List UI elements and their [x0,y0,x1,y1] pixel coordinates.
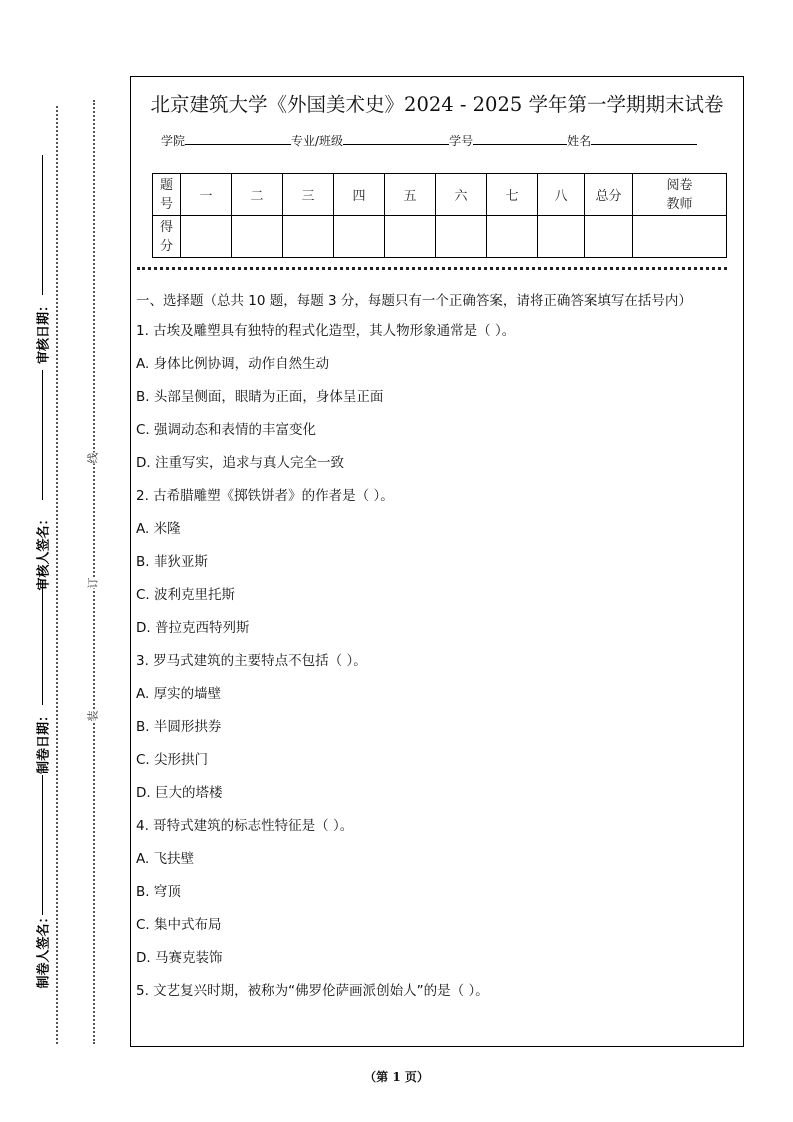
col-header-total: 总分 [585,174,633,216]
score-cell-8[interactable] [538,216,585,258]
col-header-grader [633,174,727,216]
exam-title: 北京建筑大学《外国美术史》2024 - 2025 学年第一学期期末试卷 [150,93,724,116]
question-stem: 2. 古希腊雕塑《掷铁饼者》的作者是（ ）。 [136,488,394,504]
header-separator [137,267,727,270]
name-field[interactable] [591,132,697,145]
student-id-field[interactable] [473,132,567,145]
option: B. 半圆形拱券 [136,719,222,735]
page-number: （第 1 页） [364,1070,429,1084]
binding-word-bind: 订 [83,578,103,589]
score-table-header-row [153,174,727,216]
option: C. 强调动态和表情的丰富变化 [136,422,317,438]
binding-dotted-line-left [56,106,58,1044]
binding-word-seal: 装 [83,711,103,722]
option: A. 身体比例协调，动作自然生动 [136,356,330,372]
option: C. 尖形拱门 [136,752,209,768]
question-stem: 5. 文艺复兴时期，被称为“佛罗伦萨画派创始人”的是（ ）。 [136,983,489,999]
option: D. 马赛克装饰 [136,950,223,966]
student-id-label: 学号 [449,134,474,148]
reviewer-signature-line [42,370,43,500]
score-cell-grader[interactable] [633,216,727,258]
col-header-2: 二 [232,174,283,216]
score-row-header [153,216,181,258]
binding-dotted-line-right [93,100,95,1044]
option: D. 普拉克西特列斯 [136,620,250,636]
option: D. 注重写实，追求与真人完全一致 [136,455,344,471]
col-header-grader-text: 阅卷教师 [666,177,693,212]
exam-maker-signature-label: 制卷人签名： [36,910,52,989]
binding-word-line: 线 [83,453,103,464]
col-header-4: 四 [334,174,385,216]
col-header-3: 三 [283,174,334,216]
exam-date-label: 制卷日期： [36,709,52,775]
option: C. 集中式布局 [136,917,222,933]
score-cell-7[interactable] [487,216,538,258]
score-row-header-text: 得分 [159,219,173,254]
reviewer-signature-label: 审核人签名： [36,512,52,591]
review-date-label: 审核日期： [36,299,52,365]
option: A. 米隆 [136,521,181,537]
question-number-header-text: 题号 [159,177,173,212]
score-table [152,173,727,258]
question-stem: 3. 罗马式建筑的主要特点不包括（ ）。 [136,653,367,669]
exam-body [136,290,736,1014]
score-cell-total[interactable] [585,216,633,258]
exam-maker-signature-line [42,775,43,915]
score-cell-6[interactable] [436,216,487,258]
student-info-line [161,132,697,149]
score-cell-3[interactable] [283,216,334,258]
col-header-7: 七 [487,174,538,216]
question-stem: 4. 哥特式建筑的标志性特征是（ ）。 [136,818,354,834]
option: D. 巨大的塔楼 [136,785,223,801]
col-header-1: 一 [181,174,232,216]
score-cell-5[interactable] [385,216,436,258]
option: A. 飞扶壁 [136,851,195,867]
section-heading: 一、选择题（总共 10 题，每题 3 分，每题只有一个正确答案，请将正确答案填写在括号内） [136,293,692,309]
name-label: 姓名 [567,134,592,148]
col-header-6: 六 [436,174,487,216]
exam-frame [130,76,744,1047]
col-header-5: 五 [385,174,436,216]
review-date-line [42,155,43,295]
college-field[interactable] [185,132,291,145]
exam-date-line [42,580,43,705]
option: B. 穹顶 [136,884,181,900]
major-class-field[interactable] [343,132,449,145]
option: B. 菲狄亚斯 [136,554,208,570]
option: A. 厚实的墙壁 [136,686,222,702]
score-cell-1[interactable] [181,216,232,258]
question-stem: 1. 古埃及雕塑具有独特的程式化造型，其人物形象通常是（ ）。 [136,323,516,339]
score-table-score-row [153,216,727,258]
question-number-header [153,174,181,216]
score-cell-4[interactable] [334,216,385,258]
option: C. 波利克里托斯 [136,587,236,603]
college-label: 学院 [161,134,186,148]
option: B. 头部呈侧面，眼睛为正面，身体呈正面 [136,389,384,405]
score-cell-2[interactable] [232,216,283,258]
col-header-8: 八 [538,174,585,216]
major-class-label: 专业/班级 [291,134,344,148]
